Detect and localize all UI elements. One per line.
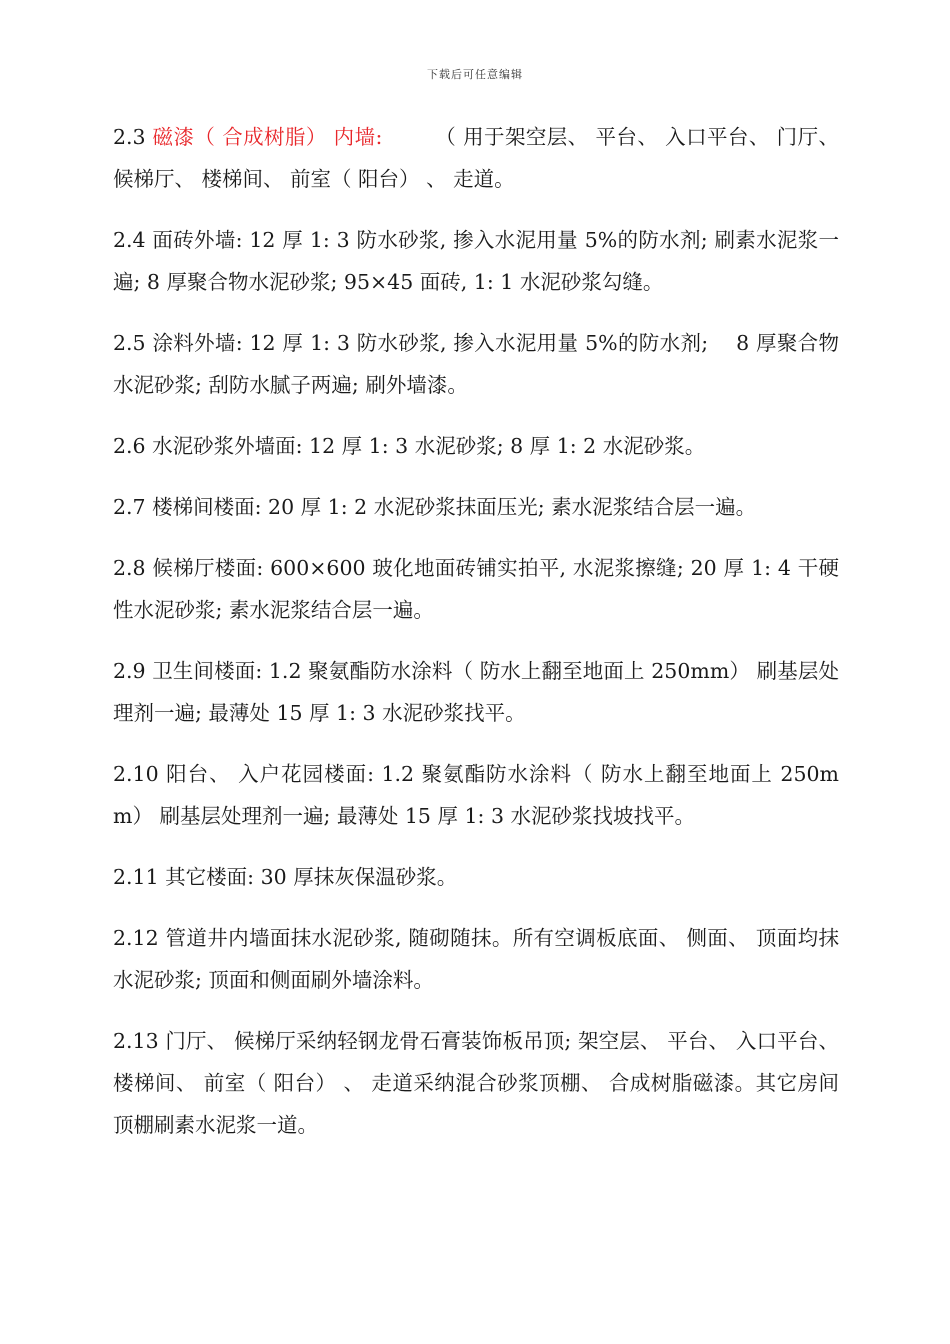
paragraph-2-7 [113, 486, 839, 528]
paragraph-text: 阳台、 入户花园楼面: 1.2 聚氨酯防水涂料（ 防水上翻至地面上 250mm） 刷基层处理剂一遍; 最薄处 15 厚 1: 3 水泥砂浆找坡找平。 [113, 762, 839, 828]
paragraph-2-9 [113, 650, 839, 734]
paragraph-2-3 [113, 116, 839, 200]
section-number: 2.13 [113, 1029, 166, 1053]
paragraph-2-5 [113, 322, 839, 406]
highlighted-heading: 磁漆（ 合成树脂） 内墙: [152, 125, 383, 149]
paragraph-text: 卫生间楼面: 1.2 聚氨酯防水涂料（ 防水上翻至地面上 250mm） 刷基层处理剂一遍; 最薄处 15 厚 1: 3 水泥砂浆找平。 [113, 659, 839, 725]
section-number: 2.6 [113, 434, 153, 458]
paragraph-2-6 [113, 425, 839, 467]
paragraph-text: 管道井内墙面抹水泥砂浆, 随砌随抹。所有空调板底面、 侧面、 顶面均抹水泥砂浆; 顶面和侧面刷外墙涂料。 [113, 926, 839, 992]
paragraph-text: （ 用于架空层、 平台、 入口平台、 门厅、 候梯厅、 楼梯间、 前室（ 阳台） 、 走道。 [113, 125, 839, 191]
paragraph-text: 候梯厅楼面: 600×600 玻化地面砖铺实拍平, 水泥浆擦缝; 20 厚 1: 4 干硬性水泥砂浆; 素水泥浆结合层一遍。 [113, 556, 839, 622]
section-number: 2.9 [113, 659, 153, 683]
paragraph-text: 楼梯间楼面: 20 厚 1: 2 水泥砂浆抹面压光; 素水泥浆结合层一遍。 [152, 495, 757, 519]
section-number: 2.4 [113, 228, 153, 252]
paragraph-text: 水泥砂浆外墙面: 12 厚 1: 3 水泥砂浆; 8 厚 1: 2 水泥砂浆。 [152, 434, 706, 458]
paragraph-2-12 [113, 917, 839, 1001]
paragraph-text: 面砖外墙: 12 厚 1: 3 防水砂浆, 掺入水泥用量 5%的防水剂; 刷素水泥浆一遍; 8 厚聚合物水泥砂浆; 95×45 面砖, 1: 1 水泥砂浆勾缝。 [113, 228, 839, 294]
paragraph-text: 门厅、 候梯厅采纳轻钢龙骨石膏装饰板吊顶; 架空层、 平台、 入口平台、 楼梯间、 前室（ 阳台） 、 走道采纳混合砂浆顶棚、 合成树脂磁漆。其它房间顶棚刷素水泥浆一道。 [113, 1029, 839, 1137]
document-body [113, 116, 839, 1165]
section-number: 2.3 [113, 125, 153, 149]
paragraph-2-11 [113, 856, 839, 898]
paragraph-2-4 [113, 219, 839, 303]
section-number: 2.7 [113, 495, 153, 519]
paragraph-text: 涂料外墙: 12 厚 1: 3 防水砂浆, 掺入水泥用量 5%的防水剂; 8 厚聚合物水泥砂浆; 刮防水腻子两遍; 刷外墙漆。 [113, 331, 839, 397]
section-number: 2.5 [113, 331, 153, 355]
section-number: 2.8 [113, 556, 153, 580]
paragraph-2-13 [113, 1020, 839, 1146]
page-header: 下载后可任意编辑 [427, 68, 523, 81]
paragraph-2-10 [113, 753, 839, 837]
paragraph-2-8 [113, 547, 839, 631]
paragraph-text: 其它楼面: 30 厚抹灰保温砂浆。 [165, 865, 458, 889]
section-number: 2.10 [113, 762, 167, 786]
section-number: 2.12 [113, 926, 166, 950]
section-number: 2.11 [113, 865, 166, 889]
